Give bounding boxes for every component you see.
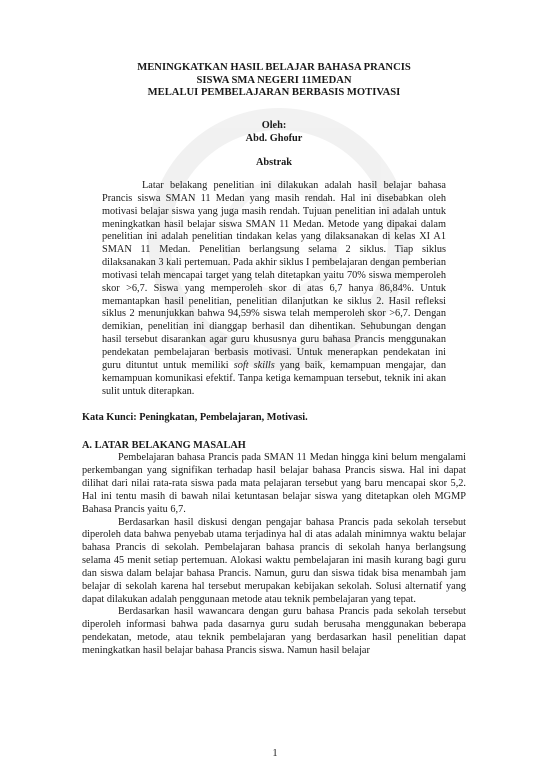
abstract-body: [102, 180, 446, 398]
paper-title: [82, 62, 466, 100]
abstract-heading: Abstrak: [255, 156, 293, 168]
title-line: MENINGKATKAN HASIL BELAJAR BAHASA PRANCIS: [137, 62, 411, 73]
title-line: SISWA SMA NEGERI 11MEDAN: [196, 74, 352, 86]
title-line: MELALUI PEMBELAJARAN BERBASIS MOTIVASI: [147, 87, 401, 98]
document-page: [82, 62, 466, 658]
abstract-italic-term: soft skills: [233, 359, 275, 371]
abstract-text-part2: yang baik, kemampuan mengajar, dan kemampuan komunikasi efektif. Tanpa ketiga kemampuan tersebut, teknik ini akan sulit untuk diterapkan.: [102, 359, 446, 397]
author-block: [82, 119, 466, 145]
abstract-text-part1: Latar belakang penelitian ini dilakukan adalah hasil belajar bahasa Prancis siswa SMAN 11 Medan yang masih rendah. Hal ini disebabkan oleh motivasi belajar siswa yang juga masih rendah. Tujuan penelitian ini adalah untuk meningkatkan hasil belajar siswa SMAN 11 Medan. Metode yang dipakai dalam penelitian ini adalah penelitian tindakan kelas yang dilaksanakan di kelas XI A1 SMAN 11 Medan. Penelitian berlangsung selama 2 siklus. Tiap siklus dilaksanakan 3 kali pertemuan. Pada akhir siklus I pembelajaran dengan pemberian motivasi telah mencapai target yang telah ditetapkan yaitu 70% siswa memperoleh skor >6,7. Siswa yang memperoleh skor di atas 6,7 hanya 86,84%. Untuk memantapkan hasil penelitian, penelitian dilanjutkan ke siklus 2. Hasil refleksi siklus 2 menunjukkan bahwa 94,59% siswa telah memperoleh skor >6,7. Dengan demikian, penelitian ini dianggap berhasil dan dihentikan. Sehubungan dengan hasil tersebut disarankan agar guru khususnya guru bahasa Prancis menggunakan pendekatan pembelajaran berbasis motivasi. Untuk menerapkan pendekatan ini guru dituntut untuk memiliki: [102, 180, 446, 371]
author-label: Oleh:: [261, 119, 287, 131]
keywords: Kata Kunci: Peningkatan, Pembelajaran, Motivasi.: [82, 412, 308, 424]
section-heading: A. LATAR BELAKANG MASALAH: [82, 439, 246, 451]
body-paragraph: Berdasarkan hasil diskusi dengan pengajar bahasa Prancis pada sekolah tersebut diperoleh data bahwa penyebab utama terjadinya hal di atas adalah minimnya waktu belajar bahasa Prancis di sekolah. Pembelajaran bahasa prancis di sekolah hanya berlangsung selama 45 menit setiap pertemuan. Alokasi waktu pembelajaran ini masih kurang bagi guru dan siswa dalam belajar bahasa Prancis. Namun, guru dan siswa tidak bisa menambah jam belajar di sekolah karena hal tersebut merupakan kebijakan sekolah. Solusi alternatif yang dapat dilakukan adalah penggunaan metode atau teknik pembelajaran yang tepat.: [82, 516, 466, 605]
body-paragraph: Pembelajaran bahasa Prancis pada SMAN 11 Medan hingga kini belum mengalami perkembangan yang signifikan terhadap hasil belajar bahasa Prancis siswa. Hal ini dapat dilihat dari nilai rata-rata siswa pada mata pelajaran tersebut yang baru mencapai skor 5,2. Hal ini tentu masih di bawah nilai ketuntasan belajar siswa yang ditetapkan oleh MGMP Bahasa Prancis yaitu 6,7.: [82, 452, 466, 515]
body-paragraph: Berdasarkan hasil wawancara dengan guru bahasa Prancis pada sekolah tersebut diperoleh informasi bahwa pada dasarnya guru sudah berusaha menggunakan beberapa pendekatan, metode, atau teknik pembelajaran yang berdasarkan hasil penelitian dapat meningkatkan hasil belajar bahasa Prancis siswa. Namun hasil belajar: [82, 606, 466, 656]
page-number: 1: [272, 748, 278, 759]
author-name: Abd. Ghofur: [245, 132, 303, 144]
